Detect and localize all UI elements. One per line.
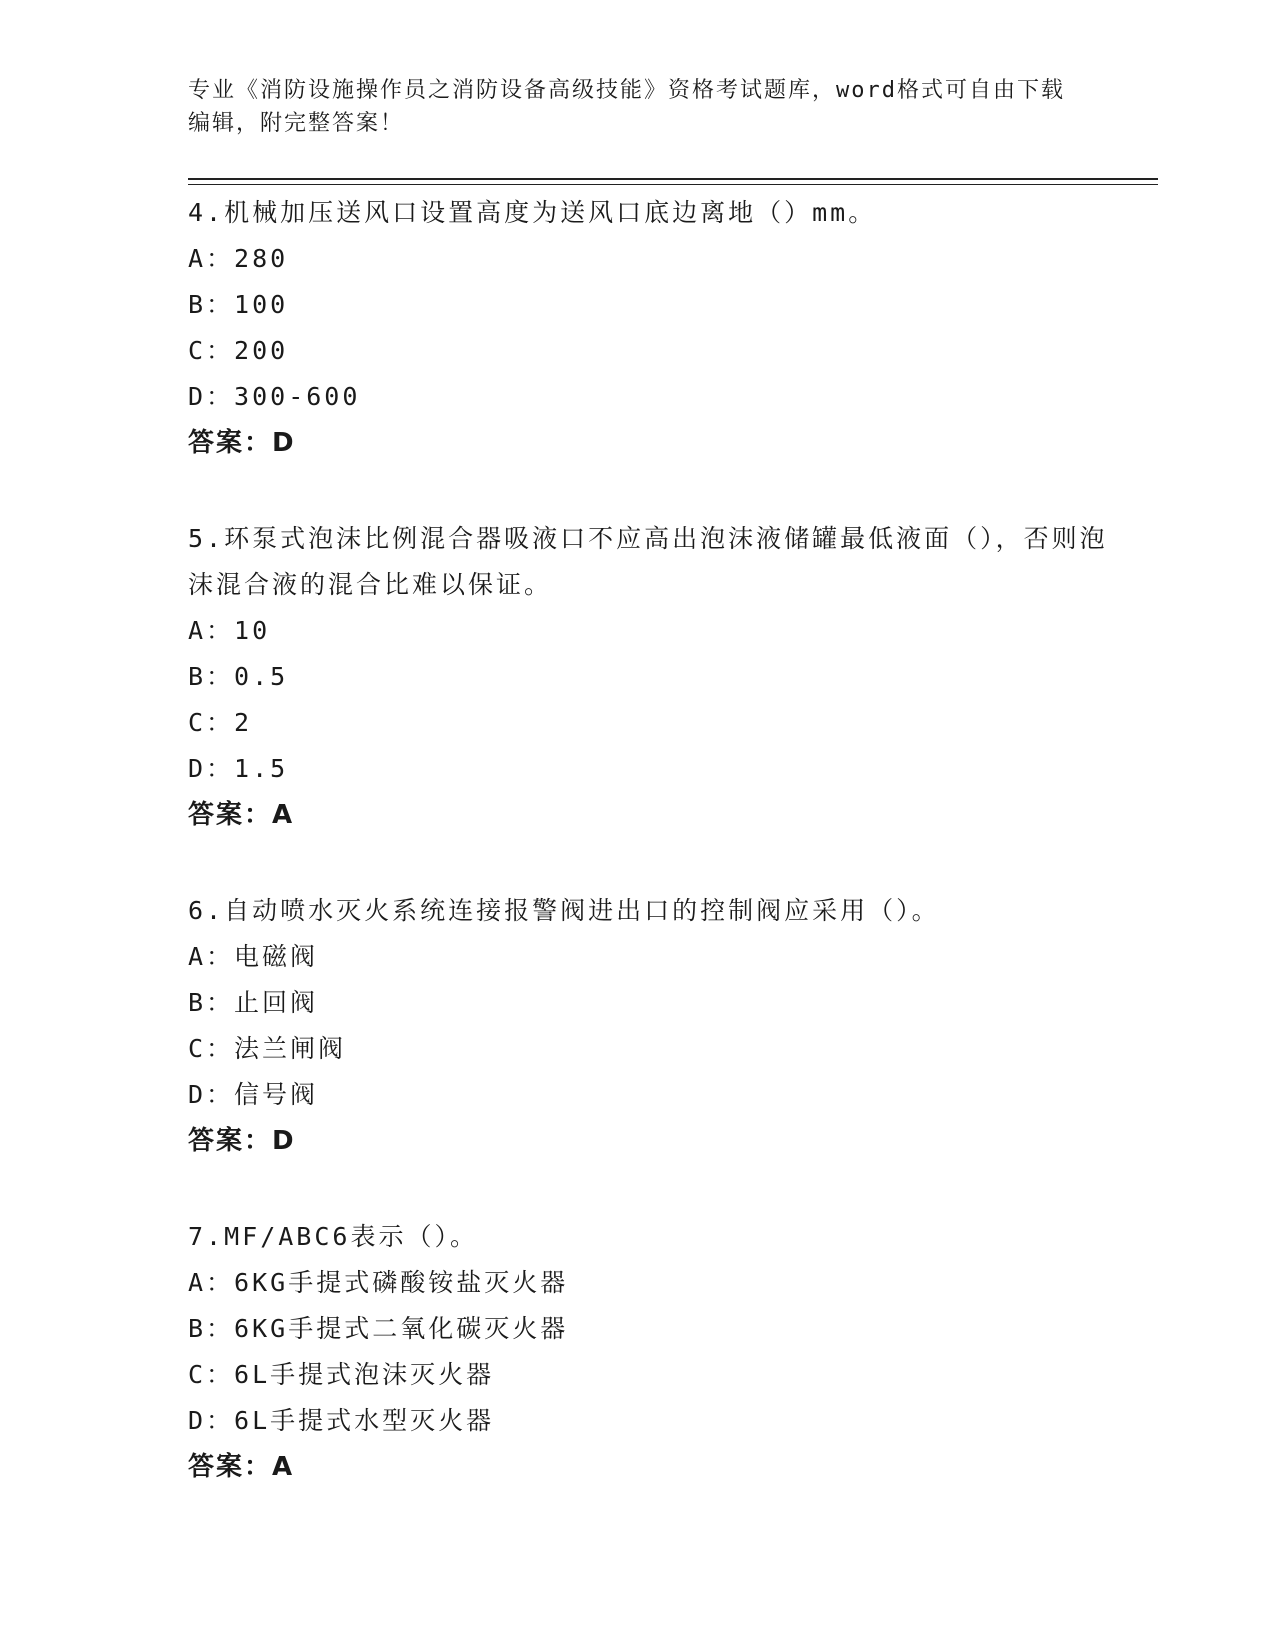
question-item-4 xyxy=(188,190,1108,466)
header-divider-thin xyxy=(188,184,1158,185)
question-item-6 xyxy=(188,888,1108,1164)
header-divider-thick xyxy=(188,178,1158,180)
option-b: B：6KG手提式二氧化碳灭火器 xyxy=(188,1314,569,1343)
question-item-5 xyxy=(188,516,1108,838)
question-list xyxy=(188,190,1108,1540)
question-stem: 4.机械加压送风口设置高度为送风口底边离地（）mm。 xyxy=(188,198,877,227)
option-a: A：280 xyxy=(188,244,289,273)
answer-line: 答案：D xyxy=(188,428,296,458)
option-b: B：止回阀 xyxy=(188,988,319,1017)
answer-line: 答案：D xyxy=(188,1126,296,1156)
option-d: D：1.5 xyxy=(188,754,289,783)
option-c: C：法兰闸阀 xyxy=(188,1034,347,1063)
option-d: D：300-600 xyxy=(188,382,361,411)
document-header xyxy=(188,74,1088,140)
answer-line: 答案：A xyxy=(188,1452,295,1482)
option-c: C：200 xyxy=(188,336,289,365)
question-stem: 7.MF/ABC6表示（）。 xyxy=(188,1222,478,1251)
option-d: D：信号阀 xyxy=(188,1080,319,1109)
option-b: B：100 xyxy=(188,290,289,319)
option-a: A：电磁阀 xyxy=(188,942,319,971)
header-intro-text: 专业《消防设施操作员之消防设备高级技能》资格考试题库，word格式可自由下载编辑，附完整答案！ xyxy=(188,78,1065,136)
option-c: C：2 xyxy=(188,708,253,737)
option-b: B：0.5 xyxy=(188,662,289,691)
option-a: A：10 xyxy=(188,616,271,645)
option-d: D：6L手提式水型灭火器 xyxy=(188,1406,495,1435)
option-c: C：6L手提式泡沫灭火器 xyxy=(188,1360,495,1389)
question-stem: 6.自动喷水灭火系统连接报警阀进出口的控制阀应采用（）。 xyxy=(188,896,940,925)
question-stem: 5.环泵式泡沫比例混合器吸液口不应高出泡沫液储罐最低液面（），否则泡沫混合液的混合比难以保证。 xyxy=(188,524,1108,599)
option-a: A：6KG手提式磷酸铵盐灭火器 xyxy=(188,1268,569,1297)
answer-line: 答案：A xyxy=(188,800,295,830)
question-item-7 xyxy=(188,1214,1108,1490)
